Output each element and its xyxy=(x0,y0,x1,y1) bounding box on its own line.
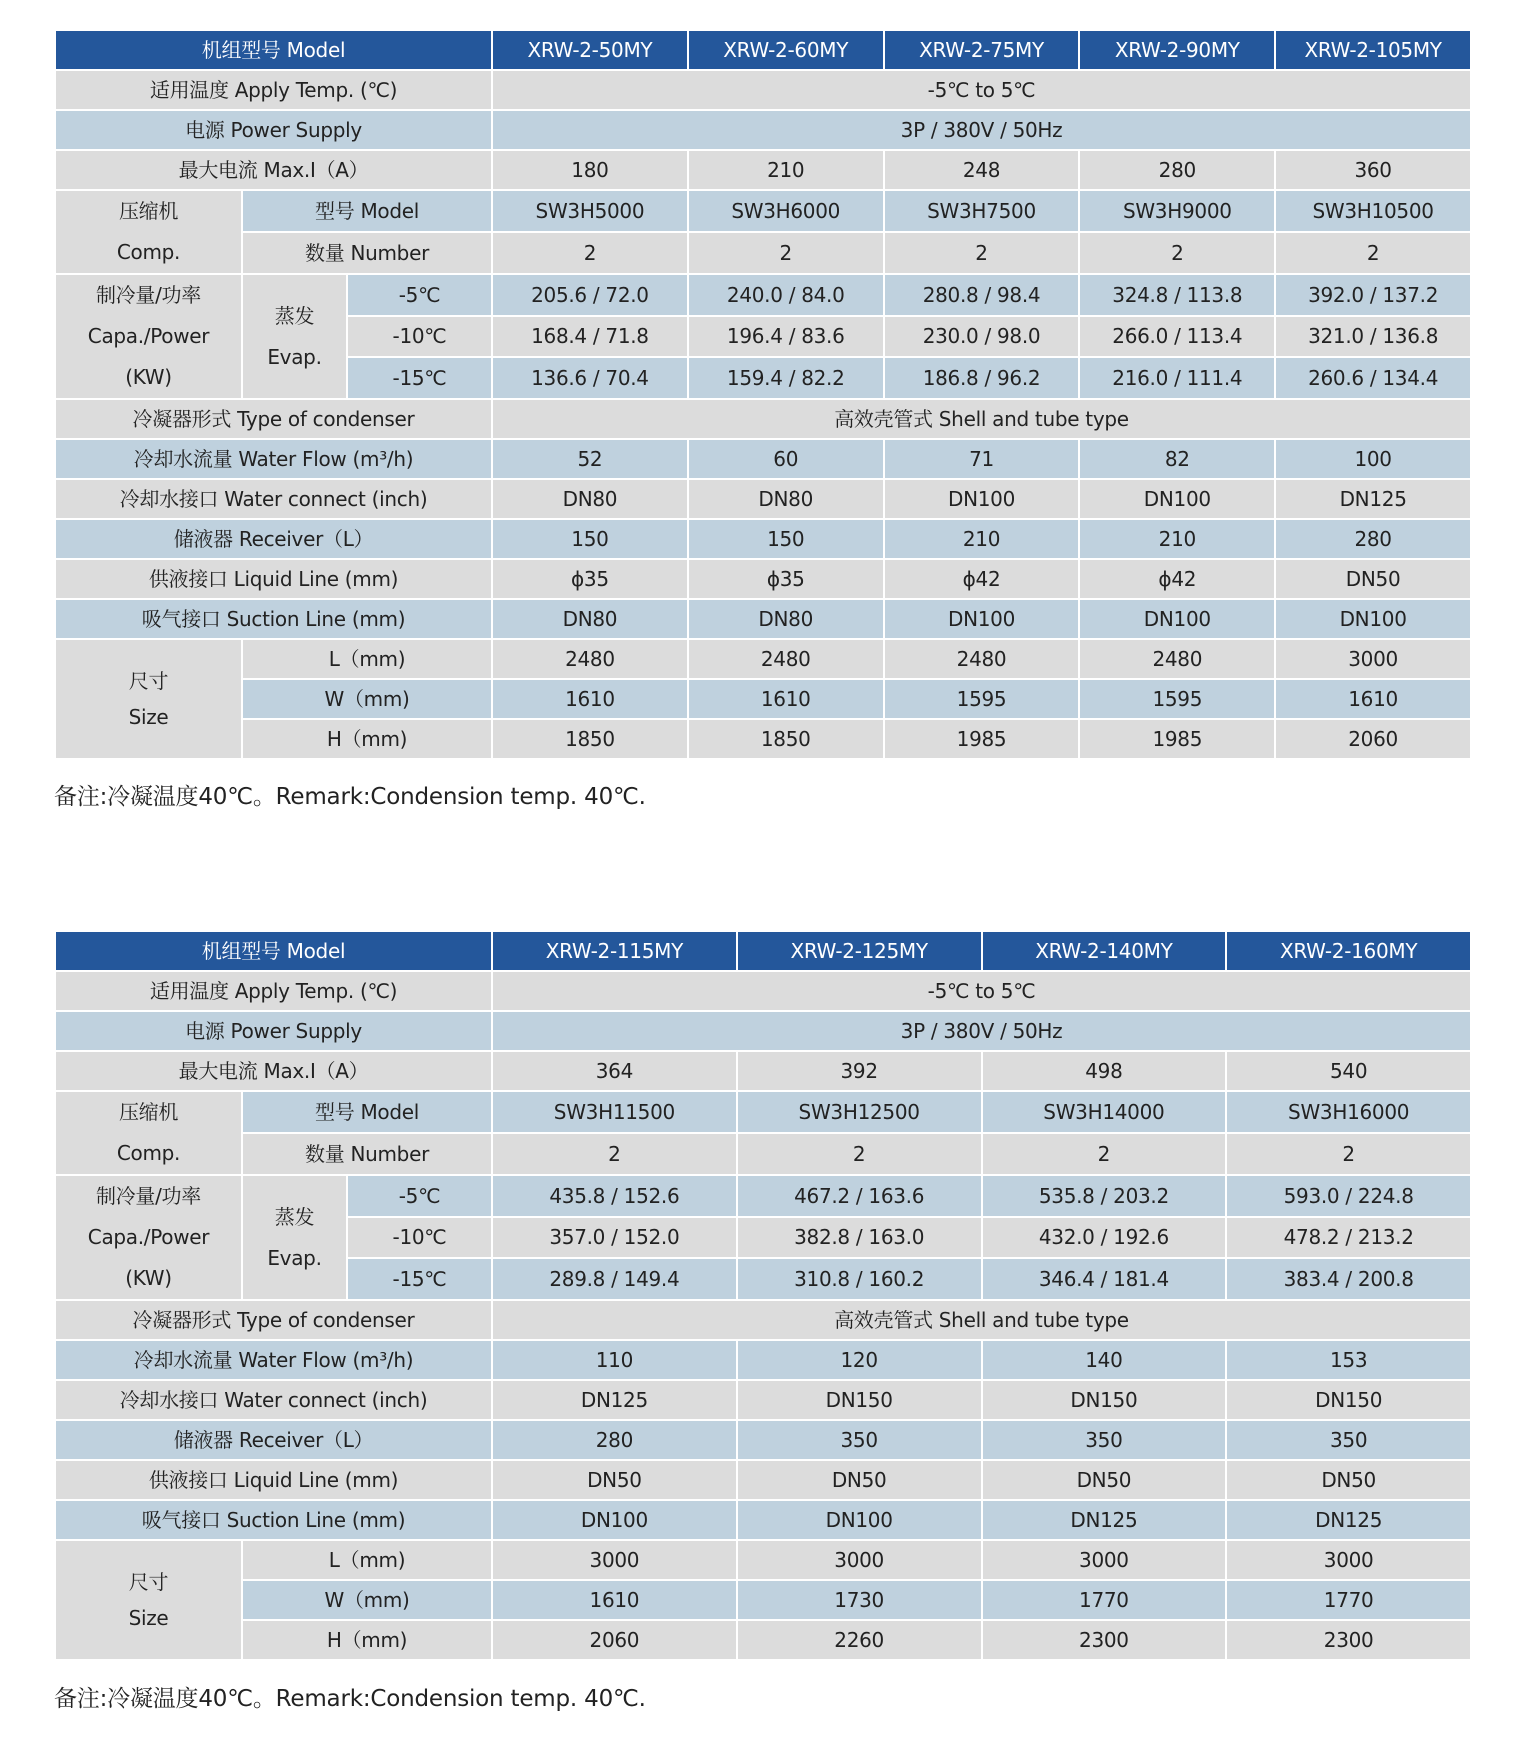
size-h-row xyxy=(55,719,1471,759)
table-cell: 1985 xyxy=(884,719,1080,759)
table-cell: DN125 xyxy=(492,1380,737,1420)
suction-line-row xyxy=(55,599,1471,639)
table-cell: 110 xyxy=(492,1340,737,1380)
table-cell: ϕ35 xyxy=(492,559,688,599)
table-cell: 210 xyxy=(1079,519,1275,559)
table-cell: 2480 xyxy=(884,639,1080,679)
row-label: 适用温度 Apply Temp. (℃) xyxy=(55,70,492,110)
table-cell-merged: 3P / 380V / 50Hz xyxy=(492,110,1471,150)
header-label: 机组型号 Model xyxy=(55,931,492,971)
size-label xyxy=(55,1540,242,1660)
table-cell: 310.8 / 160.2 xyxy=(737,1258,982,1300)
table-cell: 2 xyxy=(737,1133,982,1175)
table-cell: SW3H14000 xyxy=(982,1091,1227,1133)
table-cell: ϕ42 xyxy=(1079,559,1275,599)
table-cell: 210 xyxy=(688,150,884,190)
row-sublabel: W（mm) xyxy=(242,1580,492,1620)
table-cell: 159.4 / 82.2 xyxy=(688,357,884,399)
table-cell: ϕ42 xyxy=(884,559,1080,599)
table-cell: 2 xyxy=(982,1133,1227,1175)
model-column-header: XRW-2-160MY xyxy=(1226,931,1471,971)
model-column-header: XRW-2-125MY xyxy=(737,931,982,971)
table-cell: 230.0 / 98.0 xyxy=(884,316,1080,358)
table-cell: 360 xyxy=(1275,150,1471,190)
row-label: 适用温度 Apply Temp. (℃) xyxy=(55,971,492,1011)
table-cell: DN80 xyxy=(492,479,688,519)
row-sublabel: W（mm) xyxy=(242,679,492,719)
table-cell-merged: 3P / 380V / 50Hz xyxy=(492,1011,1471,1051)
max-current-row xyxy=(55,1051,1471,1091)
table-cell-merged: -5℃ to 5℃ xyxy=(492,971,1471,1011)
table-cell: 240.0 / 84.0 xyxy=(688,274,884,316)
evap-label-en: Evap. xyxy=(267,1245,322,1270)
size-w-row xyxy=(55,1580,1471,1620)
row-sublabel: H（mm) xyxy=(242,1620,492,1660)
table-cell: 324.8 / 113.8 xyxy=(1079,274,1275,316)
row-sublabel: 型号 Model xyxy=(242,1091,492,1133)
table-cell: 432.0 / 192.6 xyxy=(982,1217,1227,1259)
water-flow-row xyxy=(55,1340,1471,1380)
table-cell: 150 xyxy=(688,519,884,559)
row-sublabel: L（mm) xyxy=(242,1540,492,1580)
row-label: 冷却水流量 Water Flow (m³/h) xyxy=(55,1340,492,1380)
table-cell: 2060 xyxy=(1275,719,1471,759)
water-flow-row xyxy=(55,439,1471,479)
table-cell: 2260 xyxy=(737,1620,982,1660)
table-cell: DN50 xyxy=(982,1460,1227,1500)
compressor-label-en: Comp. xyxy=(116,240,181,264)
size-l-row xyxy=(55,1540,1471,1580)
evap-temp-label: -15℃ xyxy=(347,357,492,399)
row-label: 供液接口 Liquid Line (mm) xyxy=(55,559,492,599)
table-cell: 196.4 / 83.6 xyxy=(688,316,884,358)
capacity-label-unit: (KW) xyxy=(125,1266,172,1290)
header-label: 机组型号 Model xyxy=(55,30,492,70)
table-cell: SW3H6000 xyxy=(688,190,884,232)
table-cell: 392.0 / 137.2 xyxy=(1275,274,1471,316)
table-cell: ϕ35 xyxy=(688,559,884,599)
water-connect-row xyxy=(55,1380,1471,1420)
table-cell: 186.8 / 96.2 xyxy=(884,357,1080,399)
receiver-row xyxy=(55,519,1471,559)
condenser-type-row xyxy=(55,399,1471,439)
table-cell: DN100 xyxy=(492,1500,737,1540)
table-cell: 2 xyxy=(492,232,688,274)
table-cell: DN100 xyxy=(1079,599,1275,639)
table-cell: 350 xyxy=(1226,1420,1471,1460)
table-cell: 248 xyxy=(884,150,1080,190)
table-cell: 1595 xyxy=(1079,679,1275,719)
row-label: 冷却水接口 Water connect (inch) xyxy=(55,1380,492,1420)
model-column-header: XRW-2-105MY xyxy=(1275,30,1471,70)
table-cell: SW3H5000 xyxy=(492,190,688,232)
table-cell: 180 xyxy=(492,150,688,190)
compressor-model-row xyxy=(55,1091,1471,1133)
table-cell: 350 xyxy=(737,1420,982,1460)
table-cell: 2480 xyxy=(688,639,884,679)
table-cell: 280 xyxy=(1275,519,1471,559)
capacity-label-cn: 制冷量/功率 xyxy=(96,283,201,307)
table-cell: DN125 xyxy=(1275,479,1471,519)
table-cell: 1610 xyxy=(492,1580,737,1620)
remark-note-1: 备注:冷凝温度40℃。Remark:Condension temp. 40℃. xyxy=(54,784,646,810)
table-cell: 289.8 / 149.4 xyxy=(492,1258,737,1300)
row-sublabel: 型号 Model xyxy=(242,190,492,232)
evap-label-cn: 蒸发 xyxy=(274,1204,315,1229)
spec-table-2 xyxy=(54,930,1472,1661)
table-cell: DN100 xyxy=(884,479,1080,519)
header-row xyxy=(55,30,1471,70)
table-cell: 467.2 / 163.6 xyxy=(737,1175,982,1217)
table-cell: 3000 xyxy=(492,1540,737,1580)
row-label: 冷凝器形式 Type of condenser xyxy=(55,1300,492,1340)
row-label: 冷却水接口 Water connect (inch) xyxy=(55,479,492,519)
table-cell: SW3H9000 xyxy=(1079,190,1275,232)
table-cell: 540 xyxy=(1226,1051,1471,1091)
table-cell: 1610 xyxy=(1275,679,1471,719)
table-cell: 321.0 / 136.8 xyxy=(1275,316,1471,358)
evap-temp-label: -15℃ xyxy=(347,1258,492,1300)
row-sublabel: 数量 Number xyxy=(242,232,492,274)
table-cell: 2 xyxy=(492,1133,737,1175)
suction-line-row xyxy=(55,1500,1471,1540)
table-cell: 346.4 / 181.4 xyxy=(982,1258,1227,1300)
compressor-label-en: Comp. xyxy=(116,1141,181,1165)
table-cell: 2300 xyxy=(1226,1620,1471,1660)
table-cell: SW3H16000 xyxy=(1226,1091,1471,1133)
table-cell: 3000 xyxy=(737,1540,982,1580)
compressor-label xyxy=(55,1091,242,1175)
size-label-cn: 尺寸 xyxy=(128,1570,169,1594)
table-cell: DN150 xyxy=(982,1380,1227,1420)
row-label: 供液接口 Liquid Line (mm) xyxy=(55,1460,492,1500)
table-cell: 1610 xyxy=(492,679,688,719)
table-cell: 136.6 / 70.4 xyxy=(492,357,688,399)
water-connect-row xyxy=(55,479,1471,519)
table-cell: 150 xyxy=(492,519,688,559)
row-label: 储液器 Receiver（L） xyxy=(55,1420,492,1460)
size-label-cn: 尺寸 xyxy=(128,669,169,693)
row-label: 冷却水流量 Water Flow (m³/h) xyxy=(55,439,492,479)
table-cell-merged: 高效壳管式 Shell and tube type xyxy=(492,1300,1471,1340)
table-cell: 2060 xyxy=(492,1620,737,1660)
table-cell: 1730 xyxy=(737,1580,982,1620)
row-label: 储液器 Receiver（L） xyxy=(55,519,492,559)
header-row xyxy=(55,931,1471,971)
table-cell: 1610 xyxy=(688,679,884,719)
row-sublabel: L（mm) xyxy=(242,639,492,679)
table-cell: 2 xyxy=(688,232,884,274)
row-label: 吸气接口 Suction Line (mm) xyxy=(55,599,492,639)
apply-temp-row xyxy=(55,70,1471,110)
evap-temp-label: -5℃ xyxy=(347,274,492,316)
row-label: 电源 Power Supply xyxy=(55,110,492,150)
table-cell: 52 xyxy=(492,439,688,479)
power-supply-row xyxy=(55,110,1471,150)
table-cell: 593.0 / 224.8 xyxy=(1226,1175,1471,1217)
table-cell: 266.0 / 113.4 xyxy=(1079,316,1275,358)
table-cell: SW3H12500 xyxy=(737,1091,982,1133)
row-label: 最大电流 Max.I（A） xyxy=(55,150,492,190)
receiver-row xyxy=(55,1420,1471,1460)
evap-temp-label: -10℃ xyxy=(347,316,492,358)
table-cell: 1985 xyxy=(1079,719,1275,759)
table-cell: DN50 xyxy=(1226,1460,1471,1500)
table-cell: 2 xyxy=(1079,232,1275,274)
table-cell: 498 xyxy=(982,1051,1227,1091)
table-cell: 60 xyxy=(688,439,884,479)
table-cell-merged: -5℃ to 5℃ xyxy=(492,70,1471,110)
row-sublabel: 数量 Number xyxy=(242,1133,492,1175)
table-cell: 350 xyxy=(982,1420,1227,1460)
table-cell: 364 xyxy=(492,1051,737,1091)
table-cell: 280 xyxy=(492,1420,737,1460)
capacity-label xyxy=(55,1175,242,1300)
size-h-row xyxy=(55,1620,1471,1660)
liquid-line-row xyxy=(55,559,1471,599)
table-cell: DN50 xyxy=(1275,559,1471,599)
table-cell: DN100 xyxy=(1079,479,1275,519)
table-cell: SW3H10500 xyxy=(1275,190,1471,232)
table-cell: 82 xyxy=(1079,439,1275,479)
table-cell: 210 xyxy=(884,519,1080,559)
table-cell: DN80 xyxy=(492,599,688,639)
row-label: 冷凝器形式 Type of condenser xyxy=(55,399,492,439)
table-cell: 392 xyxy=(737,1051,982,1091)
liquid-line-row xyxy=(55,1460,1471,1500)
table-cell: 71 xyxy=(884,439,1080,479)
capacity-label xyxy=(55,274,242,399)
table-cell: 3000 xyxy=(1275,639,1471,679)
power-supply-row xyxy=(55,1011,1471,1051)
table-cell: DN80 xyxy=(688,599,884,639)
table-cell: 478.2 / 213.2 xyxy=(1226,1217,1471,1259)
table-cell: 216.0 / 111.4 xyxy=(1079,357,1275,399)
table-cell: DN100 xyxy=(1275,599,1471,639)
table-cell: 1770 xyxy=(982,1580,1227,1620)
table-cell: DN150 xyxy=(737,1380,982,1420)
table-cell: 2480 xyxy=(1079,639,1275,679)
size-label xyxy=(55,639,242,759)
row-sublabel: H（mm) xyxy=(242,719,492,759)
capacity-row xyxy=(55,274,1471,316)
table-cell: 2300 xyxy=(982,1620,1227,1660)
table-cell: 140 xyxy=(982,1340,1227,1380)
table-cell: 1850 xyxy=(492,719,688,759)
model-column-header: XRW-2-60MY xyxy=(688,30,884,70)
table-cell-merged: 高效壳管式 Shell and tube type xyxy=(492,399,1471,439)
max-current-row xyxy=(55,150,1471,190)
table-cell: DN150 xyxy=(1226,1380,1471,1420)
table-cell: 2480 xyxy=(492,639,688,679)
size-w-row xyxy=(55,679,1471,719)
apply-temp-row xyxy=(55,971,1471,1011)
table-cell: 1595 xyxy=(884,679,1080,719)
capacity-label-en: Capa./Power xyxy=(87,1225,210,1249)
table-cell: 2 xyxy=(1226,1133,1471,1175)
evap-label xyxy=(242,1175,347,1300)
evap-label xyxy=(242,274,347,399)
evap-label-cn: 蒸发 xyxy=(274,303,315,328)
table-cell: 383.4 / 200.8 xyxy=(1226,1258,1471,1300)
evap-label-en: Evap. xyxy=(267,344,322,369)
table-cell: 357.0 / 152.0 xyxy=(492,1217,737,1259)
evap-temp-label: -10℃ xyxy=(347,1217,492,1259)
table-cell: 153 xyxy=(1226,1340,1471,1380)
condenser-type-row xyxy=(55,1300,1471,1340)
table-cell: 435.8 / 152.6 xyxy=(492,1175,737,1217)
size-label-en: Size xyxy=(128,705,169,729)
compressor-label-cn: 压缩机 xyxy=(118,199,179,223)
size-l-row xyxy=(55,639,1471,679)
spec-table-1 xyxy=(54,29,1472,760)
table-cell: DN100 xyxy=(884,599,1080,639)
compressor-model-row xyxy=(55,190,1471,232)
capacity-row xyxy=(55,1175,1471,1217)
model-column-header: XRW-2-115MY xyxy=(492,931,737,971)
table-cell: 280 xyxy=(1079,150,1275,190)
table-cell: DN125 xyxy=(982,1500,1227,1540)
table-cell: 2 xyxy=(1275,232,1471,274)
remark-note-2: 备注:冷凝温度40℃。Remark:Condension temp. 40℃. xyxy=(54,1686,646,1712)
model-column-header: XRW-2-90MY xyxy=(1079,30,1275,70)
table-cell: DN100 xyxy=(737,1500,982,1540)
compressor-label-cn: 压缩机 xyxy=(118,1100,179,1124)
capacity-label-unit: (KW) xyxy=(125,365,172,389)
table-cell: 2 xyxy=(884,232,1080,274)
table-cell: 100 xyxy=(1275,439,1471,479)
table-cell: SW3H11500 xyxy=(492,1091,737,1133)
compressor-label xyxy=(55,190,242,274)
table-cell: 120 xyxy=(737,1340,982,1380)
table-cell: 3000 xyxy=(1226,1540,1471,1580)
model-column-header: XRW-2-50MY xyxy=(492,30,688,70)
table-cell: 260.6 / 134.4 xyxy=(1275,357,1471,399)
table-cell: 1850 xyxy=(688,719,884,759)
model-column-header: XRW-2-140MY xyxy=(982,931,1227,971)
table-cell: DN125 xyxy=(1226,1500,1471,1540)
table-cell: 205.6 / 72.0 xyxy=(492,274,688,316)
table-cell: DN50 xyxy=(737,1460,982,1500)
model-column-header: XRW-2-75MY xyxy=(884,30,1080,70)
table-cell: DN50 xyxy=(492,1460,737,1500)
table-cell: 1770 xyxy=(1226,1580,1471,1620)
row-label: 最大电流 Max.I（A） xyxy=(55,1051,492,1091)
evap-temp-label: -5℃ xyxy=(347,1175,492,1217)
compressor-number-row xyxy=(55,1133,1471,1175)
table-cell: SW3H7500 xyxy=(884,190,1080,232)
capacity-label-cn: 制冷量/功率 xyxy=(96,1184,201,1208)
table-cell: DN80 xyxy=(688,479,884,519)
capacity-label-en: Capa./Power xyxy=(87,324,210,348)
table-cell: 382.8 / 163.0 xyxy=(737,1217,982,1259)
compressor-number-row xyxy=(55,232,1471,274)
row-label: 电源 Power Supply xyxy=(55,1011,492,1051)
size-label-en: Size xyxy=(128,1606,169,1630)
table-cell: 535.8 / 203.2 xyxy=(982,1175,1227,1217)
row-label: 吸气接口 Suction Line (mm) xyxy=(55,1500,492,1540)
table-cell: 280.8 / 98.4 xyxy=(884,274,1080,316)
table-cell: 168.4 / 71.8 xyxy=(492,316,688,358)
table-cell: 3000 xyxy=(982,1540,1227,1580)
